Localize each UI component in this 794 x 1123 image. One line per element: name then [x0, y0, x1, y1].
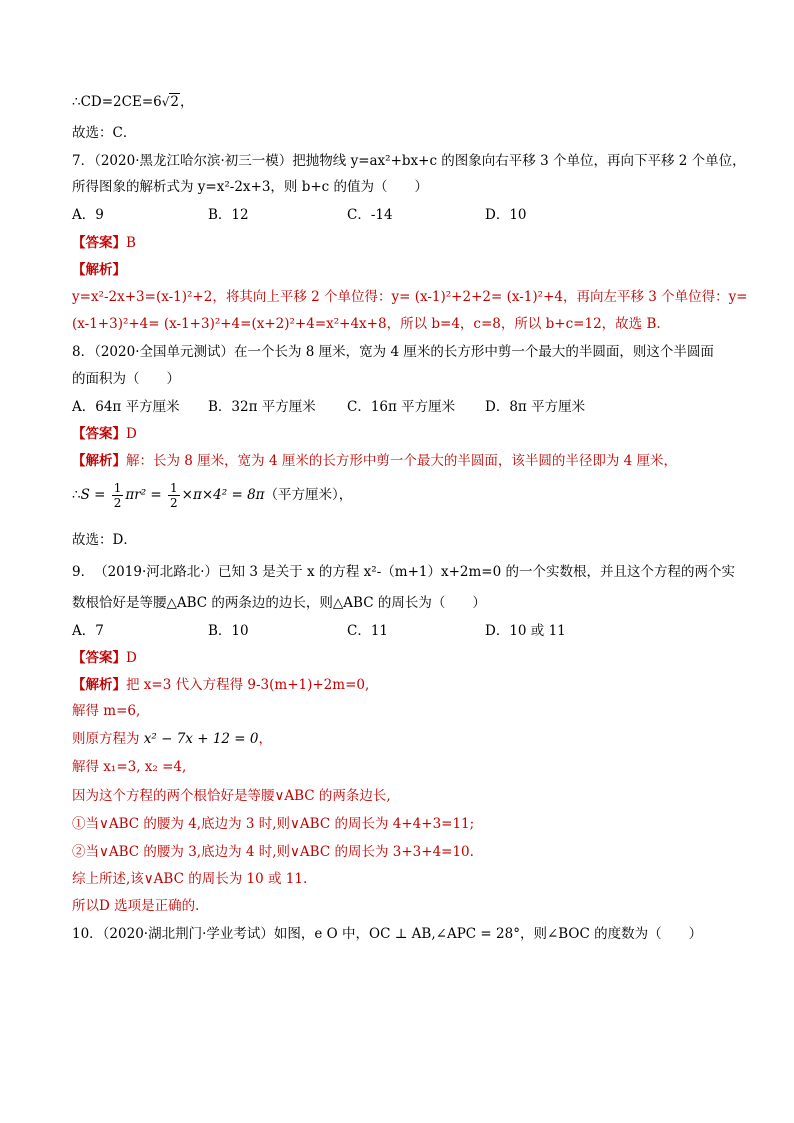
q6-conclusion-text: ∴CD=2CE=: [72, 94, 154, 110]
q9-explanation-line6: ①当∨ABC 的腰为 4,底边为 3 时,则∨ABC 的周长为 4+4+3=11;: [72, 816, 475, 832]
q7-explanation-line1: y=x²-2x+3=(x-1)²+2，将其向上平移 2 个单位得：y= (x-1)²+2+2= (x-1)²+4，再向左平移 3 个单位得：y=: [72, 289, 748, 305]
q9-explanation-line1: 【解析】把 x=3 代入方程得 9-3(m+1)+2m=0,: [72, 677, 370, 693]
q9-explanation-line5: 因为这个方程的两个根恰好是等腰∨ABC 的两条边长,: [72, 788, 391, 804]
q9-explanation-line7: ②当∨ABC 的腰为 3,底边为 4 时,则∨ABC 的周长为 3+3+4=10.: [72, 844, 474, 860]
fraction-half-1: $\frac{1}{2}$: [113, 481, 122, 510]
fraction-half-2: $\frac{1}{2}$: [170, 481, 178, 510]
q8-option-a: A．64π 平方厘米: [72, 399, 180, 415]
q9-explanation-line2: 解得 m=6,: [72, 703, 141, 719]
q8-choice: 故选：D．: [72, 532, 137, 548]
q7-stem-line2: 所得图象的解析式为 y=x²-2x+3，则 b+c 的值为（ ）: [72, 179, 429, 195]
q9-explanation-line3: 则原方程为 x² − 7x + 12 = 0，: [72, 731, 272, 747]
q9-options: [72, 621, 732, 641]
q7-option-a: A．9: [72, 207, 104, 223]
q9-stem-line2: 数根恰好是等腰△ABC 的两条边的边长，则△ABC 的周长为（ ）: [72, 595, 486, 611]
q8-option-c: C．16π 平方厘米: [347, 399, 456, 415]
q7-explanation-line2: (x-1+3)²+4= (x-1+3)²+4=(x+2)²+4=x²+4x+8，所以 b=4，c=8，所以 b+c=12，故选 B.: [72, 316, 661, 332]
q9-explanation-line8: 综上所述,该∨ABC 的周长为 10 或 11.: [72, 871, 308, 887]
q9-stem-line1: 9． （2019·河北路北·）已知 3 是关于 x 的方程 x²-（m+1）x+2m=0 的一个实数根，并且这个方程的两个实: [72, 564, 735, 580]
q8-option-b: B．32π 平方厘米: [208, 399, 316, 415]
answer-tag: 【答案】: [72, 235, 126, 251]
q9-option-c: C．11: [347, 623, 389, 639]
q9-explanation-line4: 解得 x₁=3, x₂ =4,: [72, 759, 187, 775]
q8-formula: ∴S = $\frac{1}{2}$ πr² = $\frac{1}{2}$ ×π×4² = 8π（平方厘米），: [72, 481, 353, 510]
q8-answer-value: D: [126, 426, 137, 442]
q9-option-d: D．10 或 11: [485, 623, 566, 639]
q8-option-d: D．8π 平方厘米: [485, 399, 586, 415]
q8-options: [72, 397, 732, 417]
q8-stem-line1: 8．（2020·全国单元测试）在一个长为 8 厘米，宽为 4 厘米的长方形中剪一个最大的半圆面，则这个半圆面: [72, 344, 714, 360]
q9-answer-value: D: [126, 650, 137, 666]
q6-choice: 故选：C．: [72, 125, 137, 141]
q7-options: [72, 205, 732, 225]
q7-option-d: D．10: [485, 207, 527, 223]
q7-option-c: C．-14: [347, 207, 393, 223]
q9-explanation-line9: 所以D 选项是正确的.: [72, 898, 200, 914]
q8-explanation-line1: 【解析】解：长为 8 厘米，宽为 4 厘米的长方形中剪一个最大的半圆面，该半圆的半径即为 4 厘米，: [72, 453, 678, 469]
q6-conclusion: ∴CD=2CE=6√2，: [72, 94, 194, 110]
q7-answer-value: B: [126, 235, 136, 251]
q7-explanation-tag: 【解析】: [72, 262, 126, 278]
q8-answer: 【答案】D: [72, 426, 137, 442]
q7-answer: [72, 233, 136, 253]
q10-stem: 10．（2020·湖北荆门·学业考试）如图，e O 中，OC ⊥ AB,∠APC = 28°，则∠BOC 的度数为（ ）: [72, 926, 703, 942]
q9-option-a: A．7: [72, 623, 104, 639]
q7-option-b: B．12: [208, 207, 249, 223]
q9-answer: 【答案】D: [72, 650, 137, 666]
q8-stem-line2: 的面积为（ ）: [72, 371, 180, 387]
q9-option-b: B．10: [208, 623, 249, 639]
q6-root-coef: 6: [153, 94, 162, 110]
q7-stem-line1: 7．（2020·黑龙江哈尔滨·初三一模）把抛物线 y=ax²+bx+c 的图象向右平移 3 个单位，再向下平移 2 个单位，: [72, 153, 746, 169]
q6-root-value: 2: [170, 94, 179, 110]
